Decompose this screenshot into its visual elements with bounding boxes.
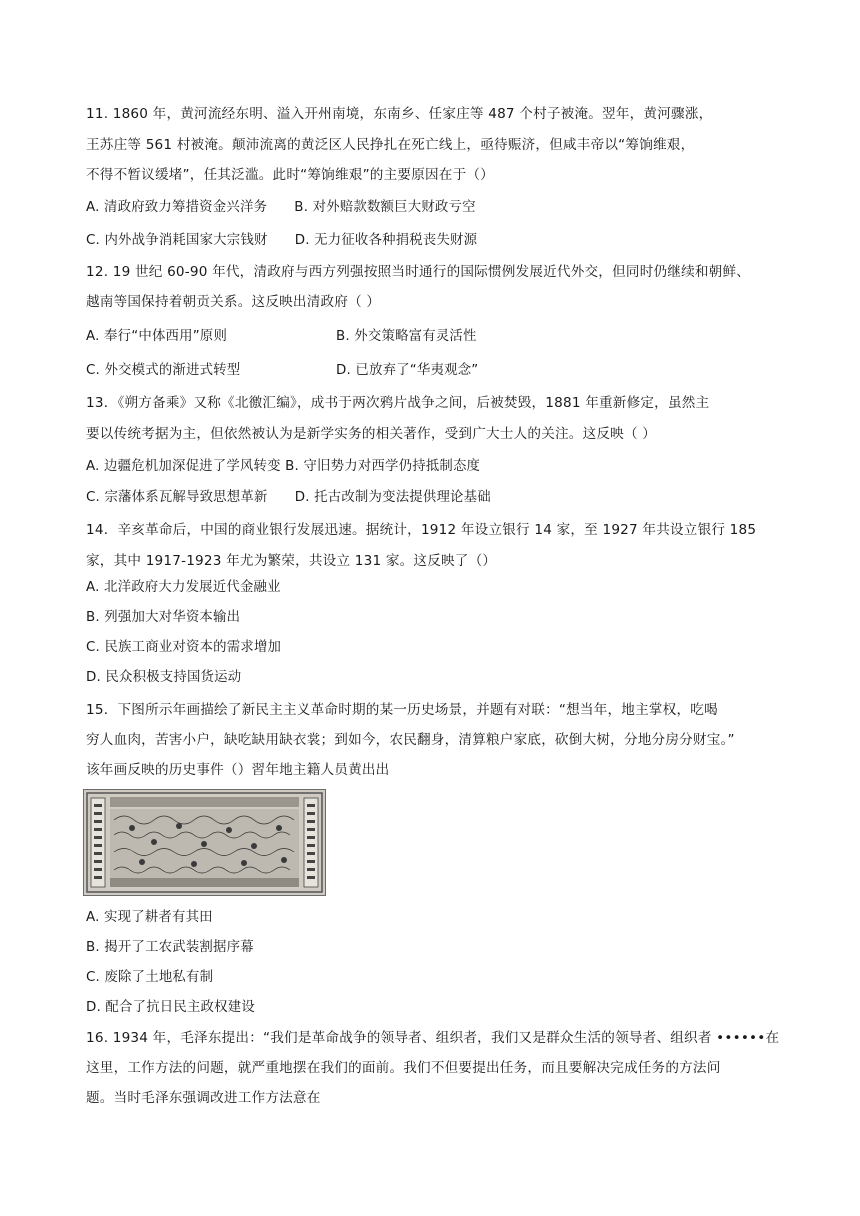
painting-illustration — [84, 790, 325, 895]
q13-line-1: 13．《朔方备乘》又称《北徼汇编》，成书于两次鸦片战争之间，后被焚毁，1881 年重新修定，虽然主 — [86, 395, 710, 411]
q11-option-row-1: A. 清政府致力筹措资金兴洋务 B. 对外赔款数额巨大财政亏空 — [86, 200, 476, 215]
q14-option-d: D. 民众积极支持国货运动 — [86, 670, 242, 685]
q16-line-3: 题。当时毛泽东强调改进工作方法意在 — [86, 1090, 321, 1106]
q15-line-1: 15．下图所示年画描绘了新民主主义革命时期的某一历史场景，并题有对联：“想当年，地主掌权，吃喝 — [86, 702, 718, 718]
q15-option-d: D. 配合了抗日民主政权建设 — [86, 1000, 255, 1015]
q11-line-3: 不得不暂议缓堵”，任其泛滥。此时“筹饷维艰”的主要原因在于（） — [86, 167, 494, 183]
q14-line-1: 14．辛亥革命后，中国的商业银行发展迅速。据统计，1912 年设立银行 14 家，至 1927 年共设立银行 185 — [86, 522, 757, 538]
q15-option-a: A. 实现了耕者有其田 — [86, 910, 213, 925]
q11-option-row-2: C. 内外战争消耗国家大宗钱财 D. 无力征收各种捐税丧失财源 — [86, 233, 478, 248]
q12-line-2: 越南等国保持着朝贡关系。这反映出清政府（ ） — [86, 294, 381, 310]
q14-option-c: C. 民族工商业对资本的需求增加 — [86, 640, 282, 655]
q12-option-d: D. 已放弃了“华夷观念” — [336, 363, 479, 378]
q12-line-1: 12. 19 世纪 60-90 年代，清政府与西方列强按照当时通行的国际惯例发展近代外交，但同时仍继续和朝鲜、 — [86, 264, 751, 280]
q14-option-b: B. 列强加大对华资本输出 — [86, 610, 241, 625]
q11-line-1: 11. 1860 年，黄河流经东明、溢入开州南境，东南乡、任家庄等 487 个村子被淹。翌年，黄河骤涨， — [86, 106, 713, 122]
q13-option-row-2: C. 宗藩体系瓦解导致思想革新 D. 托古改制为变法提供理论基础 — [86, 490, 491, 505]
q16-line-1: 16. 1934 年，毛泽东提出：“我们是革命战争的领导者、组织者，我们又是群众生活的领导者、组织者 ••••••在 — [86, 1030, 780, 1046]
q12-option-b: B. 外交策略富有灵活性 — [336, 329, 477, 344]
q13-option-row-1: A. 边疆危机加深促进了学风转变 B. 守旧势力对西学仍持抵制态度 — [86, 459, 481, 474]
q15-option-c: C. 废除了土地私有制 — [86, 970, 214, 985]
q14-line-2: 家，其中 1917-1923 年尤为繁荣，共设立 131 家。这反映了（） — [86, 553, 497, 569]
q16-line-2: 这里，工作方法的问题，就严重地摆在我们的面前。我们不但要提出任务，而且要解决完成任务的方法问 — [86, 1060, 721, 1076]
q12-option-a: A. 奉行“中体西用”原则 — [86, 329, 228, 344]
q11-line-2: 王苏庄等 561 村被淹。颠沛流离的黄泛区人民挣扎在死亡线上，亟待赈济，但咸丰帝以“筹饷维艰， — [86, 137, 695, 153]
q13-line-2: 要以传统考据为主，但依然被认为是新学实务的相关著作，受到广大士人的关注。这反映（ ） — [86, 426, 657, 442]
new-year-painting-image — [83, 789, 326, 896]
q12-option-c: C. 外交模式的渐进式转型 — [86, 363, 241, 378]
q15-line-2: 穷人血肉，苦害小户，缺吃缺用缺衣裳；到如今，农民翻身，清算粮户家底，砍倒大树，分地分房分财宝。” — [86, 732, 735, 748]
q15-option-b: B. 揭开了工农武装割据序幕 — [86, 940, 254, 955]
q14-option-a: A. 北洋政府大力发展近代金融业 — [86, 580, 281, 595]
q15-line-3: 该年画反映的历史事件（）習年地主籍人员黄出出 — [86, 762, 390, 778]
